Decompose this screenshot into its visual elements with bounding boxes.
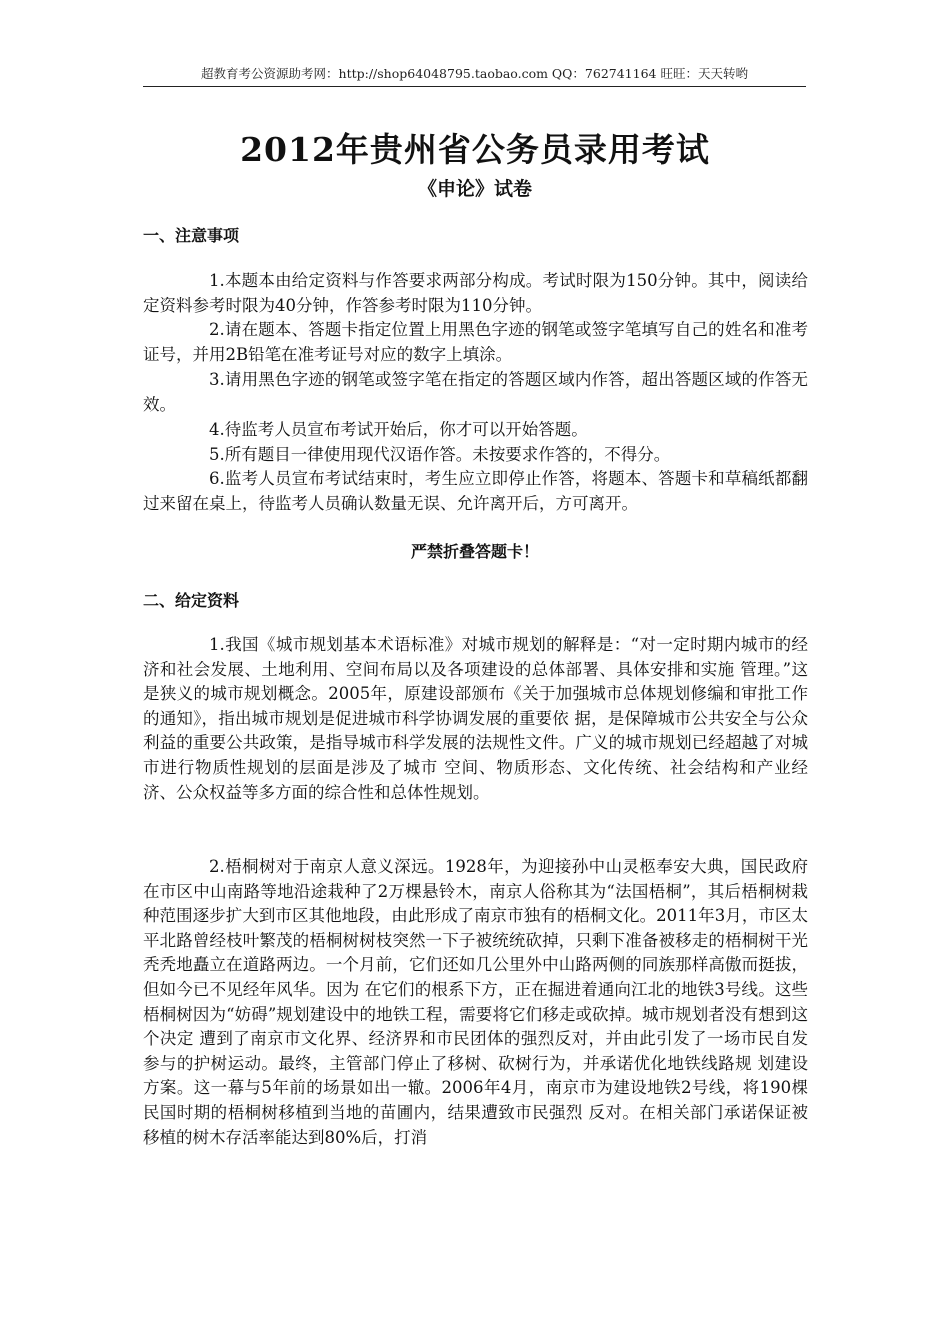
material-paragraph: 2.梧桐树对于南京人意义深远。1928年，为迎接孙中山灵柩奉安大典，国民政府在市区中山南路等地沿途栽种了2万棵悬铃木，南京人俗称其为“法国梧桐”，其后梧桐树栽种范围逐步扩大到市区其他地段，由此形成了南京市独有的梧桐文化。2011年3月，市区太平北路曾经枝叶繁茂的梧桐树树枝突然一下子被统统砍掉，只剩下准备被移走的梧桐树干光秃秃地矗立在道路两边。一个月前，它们还如几公里外中山路两侧的同族那样高傲而挺拔，但如今已不见经年风华。因为 在它们的根系下方，正在掘进着通向江北的地铁3号线。这些梧桐树因为“妨碍”规划建设中的地铁工程，需要将它们移走或砍掉。城市规划者没有想到这个决定 遭到了南京市文化界、经济界和市民团体的强烈反对，并由此引发了一场市民自发参与的护树运动。最终，主管部门停止了移树、砍树行为，并承诺优化地铁线路规 划建设方案。这一幕与5年前的场景如出一辙。2006年4月，南京市为建设地铁2号线，将190棵民国时期的梧桐树移植到当地的苗圃内，结果遭致市民强烈 反对。在相关部门承诺保证被移植的树木存活率能达到80%后，打消 bbox=[143, 857, 808, 1147]
document-title: 2012年贵州省公务员录用考试 bbox=[240, 130, 710, 169]
notice-item: 5.所有题目一律使用现代汉语作答。未按要求作答的，不得分。 bbox=[209, 445, 671, 464]
page-header: 超教育考公资源助考网：http://shop64048795.taobao.com QQ：762741164 旺旺：天天转哟 bbox=[143, 64, 806, 87]
warning-notice: 严禁折叠答题卡！ bbox=[410, 542, 539, 561]
notice-item: 1.本题本由给定资料与作答要求两部分构成。考试时限为150分钟。其中，阅读给定资料参考时限为40分钟，作答参考时限为110分钟。 bbox=[143, 271, 808, 315]
section-heading-notes: 一、注意事项 bbox=[143, 226, 240, 245]
section-heading-materials: 二、给定资料 bbox=[143, 591, 240, 610]
notice-item: 4.待监考人员宣布考试开始后，你才可以开始答题。 bbox=[209, 420, 588, 439]
notice-item: 3.请用黑色字迹的钢笔或签字笔在指定的答题区域内作答，超出答题区域的作答无效。 bbox=[143, 370, 808, 414]
notice-item: 2.请在题本、答题卡指定位置上用黑色字迹的钢笔或签字笔填写自己的姓名和准考证号，并用2B铅笔在准考证号对应的数字上填涂。 bbox=[143, 320, 808, 364]
material-paragraph: 1.我国《城市规划基本术语标准》对城市规划的解释是：“对一定时期内城市的经济和社会发展、土地利用、空间布局以及各项建设的总体部署、具体安排和实施 管理。”这是狭义的城市规划概念。2005年，原建设部颁布《关于加强城市总体规划修编和审批工作的通知》，指出城市规划是促进城市科学协调发展的重要依 据，是保障城市公共安全与公众利益的重要公共政策，是指导城市科学发展的法规性文件。广义的城市规划已经超越了对城市进行物质性规划的层面是涉及了城市 空间、物质形态、文化传统、社会结构和产业经济、公众权益等多方面的综合性和总体性规划。 bbox=[143, 635, 808, 802]
notice-item: 6.监考人员宣布考试结束时，考生应立即停止作答，将题本、答题卡和草稿纸都翻过来留在桌上，待监考人员确认数量无误、允许离开后，方可离开。 bbox=[143, 469, 808, 513]
document-subtitle: 《申论》试卷 bbox=[417, 178, 532, 200]
